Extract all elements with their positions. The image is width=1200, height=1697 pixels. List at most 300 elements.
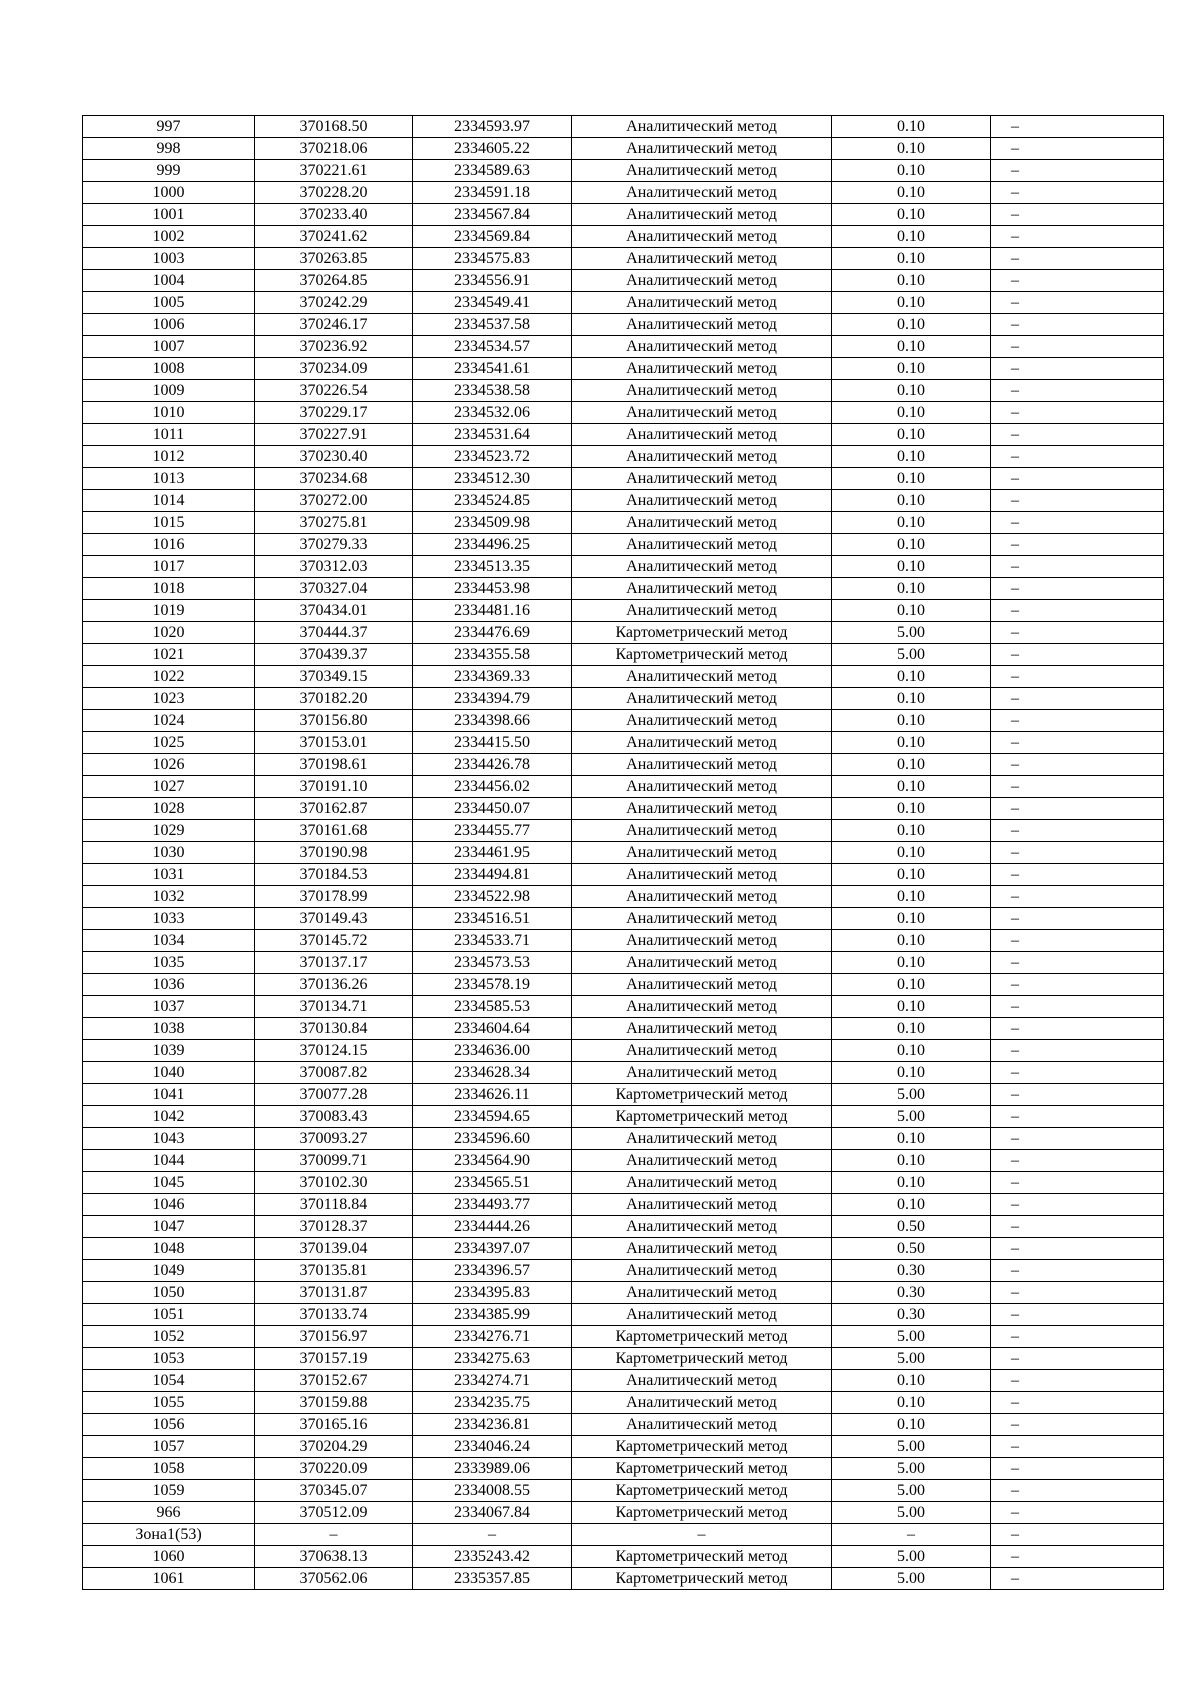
accuracy-cell: 5.00 — [832, 1568, 991, 1590]
point-number-cell: 1013 — [83, 468, 255, 490]
accuracy-cell: 0.10 — [832, 138, 991, 160]
table-row — [83, 776, 1164, 798]
method-cell: Аналитический метод — [572, 1018, 832, 1040]
table-row — [83, 754, 1164, 776]
table-row — [83, 1414, 1164, 1436]
table-row — [83, 358, 1164, 380]
point-number-cell: 1045 — [83, 1172, 255, 1194]
point-number-cell: 1036 — [83, 974, 255, 996]
x-coordinate-cell: 370099.71 — [255, 1150, 413, 1172]
method-cell: Аналитический метод — [572, 490, 832, 512]
y-coordinate-cell: 2334532.06 — [413, 402, 572, 424]
y-coordinate-cell: 2334046.24 — [413, 1436, 572, 1458]
y-coordinate-cell: 2334398.66 — [413, 710, 572, 732]
y-coordinate-cell: 2334594.65 — [413, 1106, 572, 1128]
accuracy-cell: 0.10 — [832, 996, 991, 1018]
x-coordinate-cell: 370204.29 — [255, 1436, 413, 1458]
x-coordinate-cell: 370128.37 — [255, 1216, 413, 1238]
accuracy-cell: 0.10 — [832, 1128, 991, 1150]
accuracy-cell: 0.10 — [832, 1172, 991, 1194]
method-cell: Картометрический метод — [572, 1084, 832, 1106]
y-coordinate-cell: 2334523.72 — [413, 446, 572, 468]
x-coordinate-cell: 370184.53 — [255, 864, 413, 886]
accuracy-cell: 0.10 — [832, 1018, 991, 1040]
method-cell: Аналитический метод — [572, 688, 832, 710]
accuracy-cell: 0.10 — [832, 424, 991, 446]
x-coordinate-cell: 370149.43 — [255, 908, 413, 930]
x-coordinate-cell: 370263.85 — [255, 248, 413, 270]
description-cell: – — [991, 380, 1164, 402]
accuracy-cell: 5.00 — [832, 1480, 991, 1502]
accuracy-cell: 0.10 — [832, 666, 991, 688]
method-cell: Аналитический метод — [572, 1392, 832, 1414]
accuracy-cell: 0.10 — [832, 402, 991, 424]
table-row — [83, 512, 1164, 534]
point-number-cell: 1028 — [83, 798, 255, 820]
description-cell: – — [991, 116, 1164, 138]
point-number-cell: 1038 — [83, 1018, 255, 1040]
description-cell: – — [991, 490, 1164, 512]
table-row — [83, 908, 1164, 930]
description-cell: – — [991, 754, 1164, 776]
y-coordinate-cell: 2334531.64 — [413, 424, 572, 446]
point-number-cell: 1014 — [83, 490, 255, 512]
method-cell: Картометрический метод — [572, 1326, 832, 1348]
table-row — [83, 1106, 1164, 1128]
table-row — [83, 1194, 1164, 1216]
y-coordinate-cell: 2334455.77 — [413, 820, 572, 842]
table-row — [83, 952, 1164, 974]
method-cell: Картометрический метод — [572, 622, 832, 644]
description-cell: – — [991, 820, 1164, 842]
description-cell: – — [991, 1502, 1164, 1524]
y-coordinate-cell: 2334538.58 — [413, 380, 572, 402]
accuracy-cell: 0.10 — [832, 1150, 991, 1172]
table-row — [83, 1040, 1164, 1062]
method-cell: Аналитический метод — [572, 1172, 832, 1194]
table-row — [83, 1150, 1164, 1172]
x-coordinate-cell: 370136.26 — [255, 974, 413, 996]
method-cell: Аналитический метод — [572, 908, 832, 930]
x-coordinate-cell: 370077.28 — [255, 1084, 413, 1106]
x-coordinate-cell: 370227.91 — [255, 424, 413, 446]
table-row — [83, 1128, 1164, 1150]
accuracy-cell: 0.10 — [832, 512, 991, 534]
method-cell: Аналитический метод — [572, 1062, 832, 1084]
x-coordinate-cell: 370234.68 — [255, 468, 413, 490]
table-row — [83, 402, 1164, 424]
table-row — [83, 886, 1164, 908]
y-coordinate-cell: 2334549.41 — [413, 292, 572, 314]
x-coordinate-cell: 370157.19 — [255, 1348, 413, 1370]
y-coordinate-cell: 2334481.16 — [413, 600, 572, 622]
method-cell: Аналитический метод — [572, 292, 832, 314]
point-number-cell: 1044 — [83, 1150, 255, 1172]
table-row — [83, 842, 1164, 864]
description-cell: – — [991, 160, 1164, 182]
description-cell: – — [991, 1150, 1164, 1172]
accuracy-cell: 0.10 — [832, 292, 991, 314]
description-cell: – — [991, 446, 1164, 468]
accuracy-cell: 0.10 — [832, 1392, 991, 1414]
accuracy-cell: 0.10 — [832, 688, 991, 710]
table-row — [83, 226, 1164, 248]
y-coordinate-cell: 2334450.07 — [413, 798, 572, 820]
method-cell: Аналитический метод — [572, 314, 832, 336]
table-row — [83, 468, 1164, 490]
point-number-cell: 1017 — [83, 556, 255, 578]
description-cell: – — [991, 402, 1164, 424]
description-cell: – — [991, 666, 1164, 688]
table-row — [83, 270, 1164, 292]
accuracy-cell: 0.10 — [832, 710, 991, 732]
x-coordinate-cell: 370130.84 — [255, 1018, 413, 1040]
table-row — [83, 534, 1164, 556]
method-cell: Аналитический метод — [572, 226, 832, 248]
point-number-cell: 1048 — [83, 1238, 255, 1260]
description-cell: – — [991, 644, 1164, 666]
accuracy-cell: 0.30 — [832, 1282, 991, 1304]
y-coordinate-cell: 2334461.95 — [413, 842, 572, 864]
description-cell: – — [991, 930, 1164, 952]
point-number-cell: 1047 — [83, 1216, 255, 1238]
accuracy-cell: 5.00 — [832, 1326, 991, 1348]
accuracy-cell: 0.10 — [832, 534, 991, 556]
method-cell: Аналитический метод — [572, 1150, 832, 1172]
method-cell: Аналитический метод — [572, 996, 832, 1018]
x-coordinate-cell: 370131.87 — [255, 1282, 413, 1304]
method-cell: Аналитический метод — [572, 864, 832, 886]
method-cell: Картометрический метод — [572, 1106, 832, 1128]
y-coordinate-cell: – — [413, 1524, 572, 1546]
table-row — [83, 1546, 1164, 1568]
table-row — [83, 600, 1164, 622]
description-cell: – — [991, 314, 1164, 336]
x-coordinate-cell: 370156.97 — [255, 1326, 413, 1348]
y-coordinate-cell: 2334578.19 — [413, 974, 572, 996]
description-cell: – — [991, 1304, 1164, 1326]
y-coordinate-cell: 2334236.81 — [413, 1414, 572, 1436]
y-coordinate-cell: 2334591.18 — [413, 182, 572, 204]
table-row — [83, 424, 1164, 446]
description-cell: – — [991, 138, 1164, 160]
description-cell: – — [991, 468, 1164, 490]
y-coordinate-cell: 2334509.98 — [413, 512, 572, 534]
y-coordinate-cell: 2334626.11 — [413, 1084, 572, 1106]
description-cell: – — [991, 776, 1164, 798]
method-cell: Картометрический метод — [572, 1568, 832, 1590]
method-cell: Аналитический метод — [572, 138, 832, 160]
x-coordinate-cell: 370439.37 — [255, 644, 413, 666]
method-cell: Аналитический метод — [572, 512, 832, 534]
x-coordinate-cell: 370349.15 — [255, 666, 413, 688]
method-cell: Аналитический метод — [572, 336, 832, 358]
y-coordinate-cell: 2334397.07 — [413, 1238, 572, 1260]
accuracy-cell: 5.00 — [832, 622, 991, 644]
point-number-cell: 1021 — [83, 644, 255, 666]
y-coordinate-cell: 2334355.58 — [413, 644, 572, 666]
method-cell: Аналитический метод — [572, 380, 832, 402]
x-coordinate-cell: 370137.17 — [255, 952, 413, 974]
y-coordinate-cell: 2334537.58 — [413, 314, 572, 336]
method-cell: Картометрический метод — [572, 1348, 832, 1370]
description-cell: – — [991, 1348, 1164, 1370]
table-row — [83, 644, 1164, 666]
accuracy-cell: 0.10 — [832, 1194, 991, 1216]
point-number-cell: 1009 — [83, 380, 255, 402]
method-cell: Аналитический метод — [572, 578, 832, 600]
description-cell: – — [991, 292, 1164, 314]
y-coordinate-cell: 2334596.60 — [413, 1128, 572, 1150]
method-cell: Аналитический метод — [572, 1238, 832, 1260]
method-cell: Аналитический метод — [572, 930, 832, 952]
point-number-cell: 1026 — [83, 754, 255, 776]
y-coordinate-cell: 2334456.02 — [413, 776, 572, 798]
description-cell: – — [991, 1216, 1164, 1238]
point-number-cell: 1058 — [83, 1458, 255, 1480]
x-coordinate-cell: 370275.81 — [255, 512, 413, 534]
method-cell: Картометрический метод — [572, 1502, 832, 1524]
description-cell: – — [991, 732, 1164, 754]
accuracy-cell: 0.10 — [832, 732, 991, 754]
accuracy-cell: 0.50 — [832, 1238, 991, 1260]
table-row — [83, 1502, 1164, 1524]
description-cell: – — [991, 688, 1164, 710]
x-coordinate-cell: 370093.27 — [255, 1128, 413, 1150]
description-cell: – — [991, 864, 1164, 886]
method-cell: Аналитический метод — [572, 1216, 832, 1238]
y-coordinate-cell: 2334512.30 — [413, 468, 572, 490]
point-number-cell: 1040 — [83, 1062, 255, 1084]
y-coordinate-cell: 2334564.90 — [413, 1150, 572, 1172]
method-cell: Аналитический метод — [572, 534, 832, 556]
accuracy-cell: 5.00 — [832, 1458, 991, 1480]
y-coordinate-cell: 2334604.64 — [413, 1018, 572, 1040]
table-row — [83, 1304, 1164, 1326]
description-cell: – — [991, 1238, 1164, 1260]
y-coordinate-cell: 2334415.50 — [413, 732, 572, 754]
method-cell: Аналитический метод — [572, 666, 832, 688]
accuracy-cell: 5.00 — [832, 1436, 991, 1458]
y-coordinate-cell: 2334534.57 — [413, 336, 572, 358]
method-cell: Аналитический метод — [572, 1414, 832, 1436]
description-cell: – — [991, 1326, 1164, 1348]
x-coordinate-cell: 370153.01 — [255, 732, 413, 754]
accuracy-cell: 5.00 — [832, 644, 991, 666]
table-row — [83, 1568, 1164, 1590]
description-cell: – — [991, 556, 1164, 578]
y-coordinate-cell: 2334274.71 — [413, 1370, 572, 1392]
point-number-cell: 1034 — [83, 930, 255, 952]
method-cell: Аналитический метод — [572, 886, 832, 908]
description-cell: – — [991, 996, 1164, 1018]
description-cell: – — [991, 1458, 1164, 1480]
point-number-cell: 1018 — [83, 578, 255, 600]
accuracy-cell: 0.10 — [832, 160, 991, 182]
accuracy-cell: 0.10 — [832, 842, 991, 864]
point-number-cell: 1023 — [83, 688, 255, 710]
table-row — [83, 248, 1164, 270]
x-coordinate-cell: 370191.10 — [255, 776, 413, 798]
x-coordinate-cell: 370444.37 — [255, 622, 413, 644]
method-cell: Аналитический метод — [572, 1040, 832, 1062]
description-cell: – — [991, 534, 1164, 556]
method-cell: Аналитический метод — [572, 952, 832, 974]
table-row — [83, 930, 1164, 952]
description-cell: – — [991, 1172, 1164, 1194]
description-cell: – — [991, 600, 1164, 622]
accuracy-cell: 0.10 — [832, 380, 991, 402]
table-row — [83, 622, 1164, 644]
x-coordinate-cell: 370562.06 — [255, 1568, 413, 1590]
description-cell: – — [991, 182, 1164, 204]
table-row — [83, 1436, 1164, 1458]
table-row — [83, 336, 1164, 358]
method-cell: Аналитический метод — [572, 1194, 832, 1216]
accuracy-cell: 0.10 — [832, 336, 991, 358]
accuracy-cell: 0.10 — [832, 226, 991, 248]
x-coordinate-cell: 370230.40 — [255, 446, 413, 468]
accuracy-cell: 0.10 — [832, 974, 991, 996]
x-coordinate-cell: 370139.04 — [255, 1238, 413, 1260]
table-row — [83, 160, 1164, 182]
method-cell: Аналитический метод — [572, 1304, 832, 1326]
y-coordinate-cell: 2335357.85 — [413, 1568, 572, 1590]
x-coordinate-cell: 370512.09 — [255, 1502, 413, 1524]
description-cell: – — [991, 952, 1164, 974]
y-coordinate-cell: 2334636.00 — [413, 1040, 572, 1062]
table-row — [83, 974, 1164, 996]
description-cell: – — [991, 358, 1164, 380]
table-row — [83, 138, 1164, 160]
table-row — [83, 1062, 1164, 1084]
description-cell: – — [991, 1084, 1164, 1106]
accuracy-cell: 0.10 — [832, 248, 991, 270]
table-row — [83, 798, 1164, 820]
description-cell: – — [991, 1106, 1164, 1128]
table-row — [83, 314, 1164, 336]
description-cell: – — [991, 886, 1164, 908]
accuracy-cell: 0.10 — [832, 1040, 991, 1062]
accuracy-cell: 0.30 — [832, 1260, 991, 1282]
method-cell: Аналитический метод — [572, 358, 832, 380]
table-row — [83, 578, 1164, 600]
point-number-cell: 1061 — [83, 1568, 255, 1590]
x-coordinate-cell: – — [255, 1524, 413, 1546]
point-number-cell: 1020 — [83, 622, 255, 644]
x-coordinate-cell: 370434.01 — [255, 600, 413, 622]
accuracy-cell: 0.10 — [832, 1414, 991, 1436]
point-number-cell: 1010 — [83, 402, 255, 424]
x-coordinate-cell: 370312.03 — [255, 556, 413, 578]
method-cell: Аналитический метод — [572, 204, 832, 226]
description-cell: – — [991, 1546, 1164, 1568]
method-cell: Аналитический метод — [572, 1370, 832, 1392]
accuracy-cell: 0.10 — [832, 600, 991, 622]
x-coordinate-cell: 370218.06 — [255, 138, 413, 160]
point-number-cell: 1012 — [83, 446, 255, 468]
point-number-cell: 1060 — [83, 1546, 255, 1568]
y-coordinate-cell: 2334516.51 — [413, 908, 572, 930]
point-number-cell: 1059 — [83, 1480, 255, 1502]
description-cell: – — [991, 1370, 1164, 1392]
method-cell: Аналитический метод — [572, 754, 832, 776]
y-coordinate-cell: 2334496.25 — [413, 534, 572, 556]
x-coordinate-cell: 370134.71 — [255, 996, 413, 1018]
y-coordinate-cell: 2334585.53 — [413, 996, 572, 1018]
method-cell: Аналитический метод — [572, 974, 832, 996]
point-number-cell: 1030 — [83, 842, 255, 864]
description-cell: – — [991, 1480, 1164, 1502]
description-cell: – — [991, 710, 1164, 732]
point-number-cell: 1051 — [83, 1304, 255, 1326]
table-row — [83, 182, 1164, 204]
method-cell: Аналитический метод — [572, 468, 832, 490]
point-number-cell: 1003 — [83, 248, 255, 270]
accuracy-cell: 5.00 — [832, 1502, 991, 1524]
y-coordinate-cell: 2334565.51 — [413, 1172, 572, 1194]
point-number-cell: 966 — [83, 1502, 255, 1524]
point-number-cell: 1042 — [83, 1106, 255, 1128]
method-cell: Аналитический метод — [572, 710, 832, 732]
table-row — [83, 666, 1164, 688]
accuracy-cell: 0.10 — [832, 182, 991, 204]
x-coordinate-cell: 370190.98 — [255, 842, 413, 864]
y-coordinate-cell: 2334067.84 — [413, 1502, 572, 1524]
y-coordinate-cell: 2334444.26 — [413, 1216, 572, 1238]
y-coordinate-cell: 2334605.22 — [413, 138, 572, 160]
accuracy-cell: 0.10 — [832, 908, 991, 930]
accuracy-cell: 0.10 — [832, 886, 991, 908]
y-coordinate-cell: 2334589.63 — [413, 160, 572, 182]
accuracy-cell: – — [832, 1524, 991, 1546]
table-row — [83, 1348, 1164, 1370]
table-row — [83, 1018, 1164, 1040]
description-cell: – — [991, 622, 1164, 644]
table-row — [83, 864, 1164, 886]
table-row — [83, 1172, 1164, 1194]
point-number-cell: 1043 — [83, 1128, 255, 1150]
accuracy-cell: 0.10 — [832, 930, 991, 952]
x-coordinate-cell: 370220.09 — [255, 1458, 413, 1480]
accuracy-cell: 5.00 — [832, 1546, 991, 1568]
accuracy-cell: 0.50 — [832, 1216, 991, 1238]
y-coordinate-cell: 2334541.61 — [413, 358, 572, 380]
table-row — [83, 1238, 1164, 1260]
table-row — [83, 1370, 1164, 1392]
method-cell: Аналитический метод — [572, 842, 832, 864]
method-cell: Аналитический метод — [572, 402, 832, 424]
x-coordinate-cell: 370233.40 — [255, 204, 413, 226]
y-coordinate-cell: 2334573.53 — [413, 952, 572, 974]
method-cell: Аналитический метод — [572, 732, 832, 754]
point-number-cell: 1027 — [83, 776, 255, 798]
x-coordinate-cell: 370234.09 — [255, 358, 413, 380]
description-cell: – — [991, 974, 1164, 996]
description-cell: – — [991, 1018, 1164, 1040]
point-number-cell: 1053 — [83, 1348, 255, 1370]
x-coordinate-cell: 370162.87 — [255, 798, 413, 820]
table-row — [83, 446, 1164, 468]
x-coordinate-cell: 370264.85 — [255, 270, 413, 292]
table-row — [83, 1260, 1164, 1282]
coordinates-table-body — [83, 116, 1164, 1590]
x-coordinate-cell: 370124.15 — [255, 1040, 413, 1062]
x-coordinate-cell: 370246.17 — [255, 314, 413, 336]
point-number-cell: 1025 — [83, 732, 255, 754]
point-number-cell: 998 — [83, 138, 255, 160]
point-number-cell: 999 — [83, 160, 255, 182]
